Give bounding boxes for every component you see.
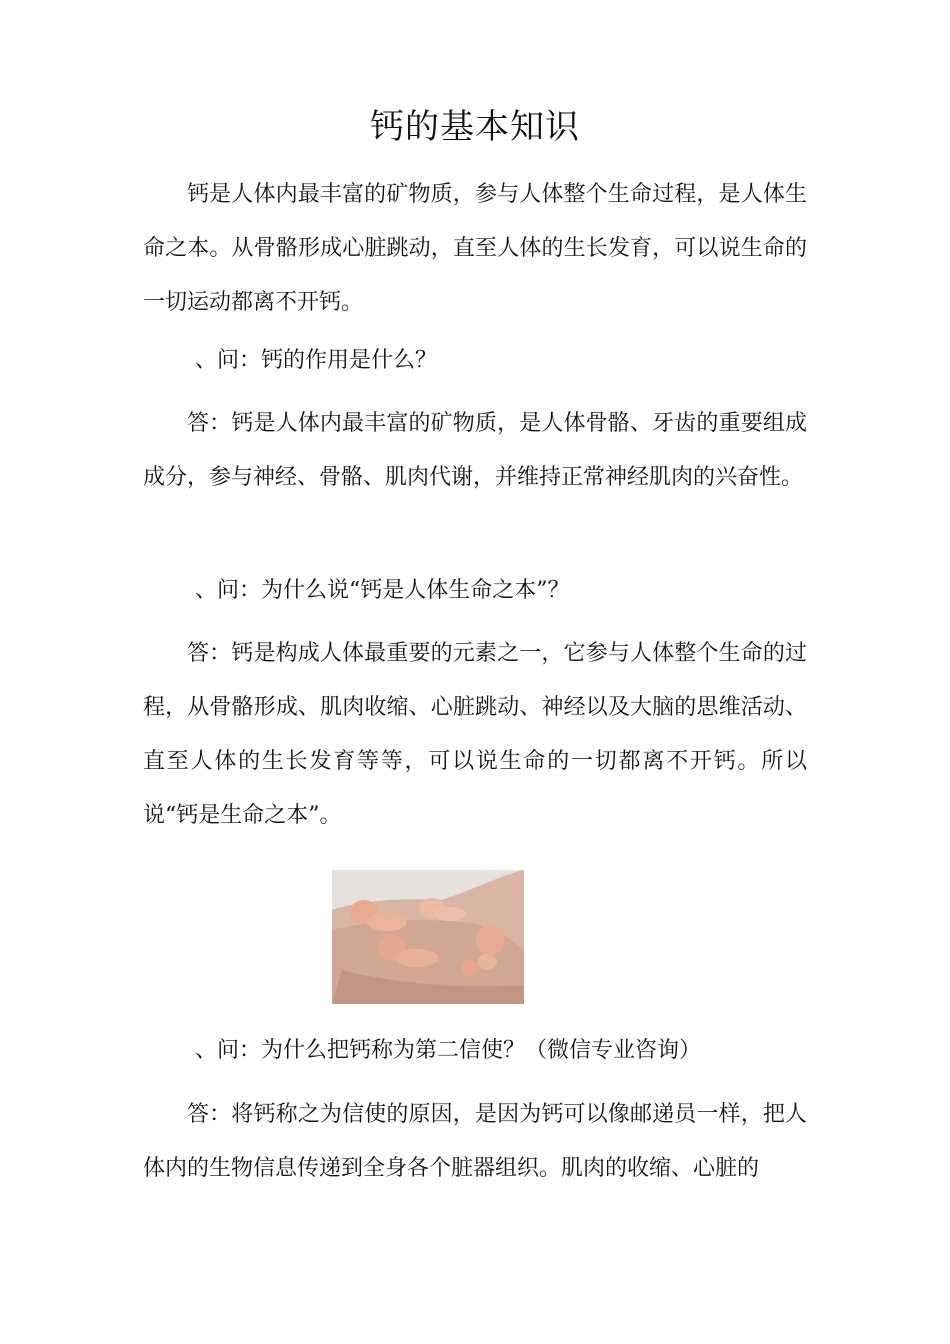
photo-illustration (332, 870, 524, 1004)
document-title: 钙的基本知识 (370, 107, 580, 147)
answer-3: 答：将钙称之为信使的原因，是因为钙可以像邮递员一样，把人体内的生物信息传递到全身各个脏器组织。肌肉的收缩、心脏的 (143, 1102, 807, 1181)
answer-1: 答：钙是人体内最丰富的矿物质，是人体骨骼、牙齿的重要组成成分，参与神经、骨骼、肌肉代谢，并维持正常神经肌肉的兴奋性。 (143, 411, 807, 490)
answer-2: 答：钙是构成人体最重要的元素之一，它参与人体整个生命的过程，从骨骼形成、肌肉收缩、心脏跳动、神经以及大脑的思维活动、直至人体的生长发育等等，可以说生命的一切都离不开钙。所以说“钙是生命之本”。 (143, 641, 807, 828)
question-1: 、问：钙的作用是什么？ (195, 348, 438, 373)
question-3: 、问：为什么把钙称为第二信使？（微信专业咨询） (195, 1038, 702, 1063)
hand-with-figurines-photo (332, 870, 524, 1004)
intro-paragraph: 钙是人体内最丰富的矿物质，参与人体整个生命过程，是人体生命之本。从骨骼形成心脏跳动，直至人体的生长发育，可以说生命的一切运动都离不开钙。 (143, 182, 807, 315)
question-2: 、问：为什么说“钙是人体生命之本”？ (195, 578, 570, 603)
